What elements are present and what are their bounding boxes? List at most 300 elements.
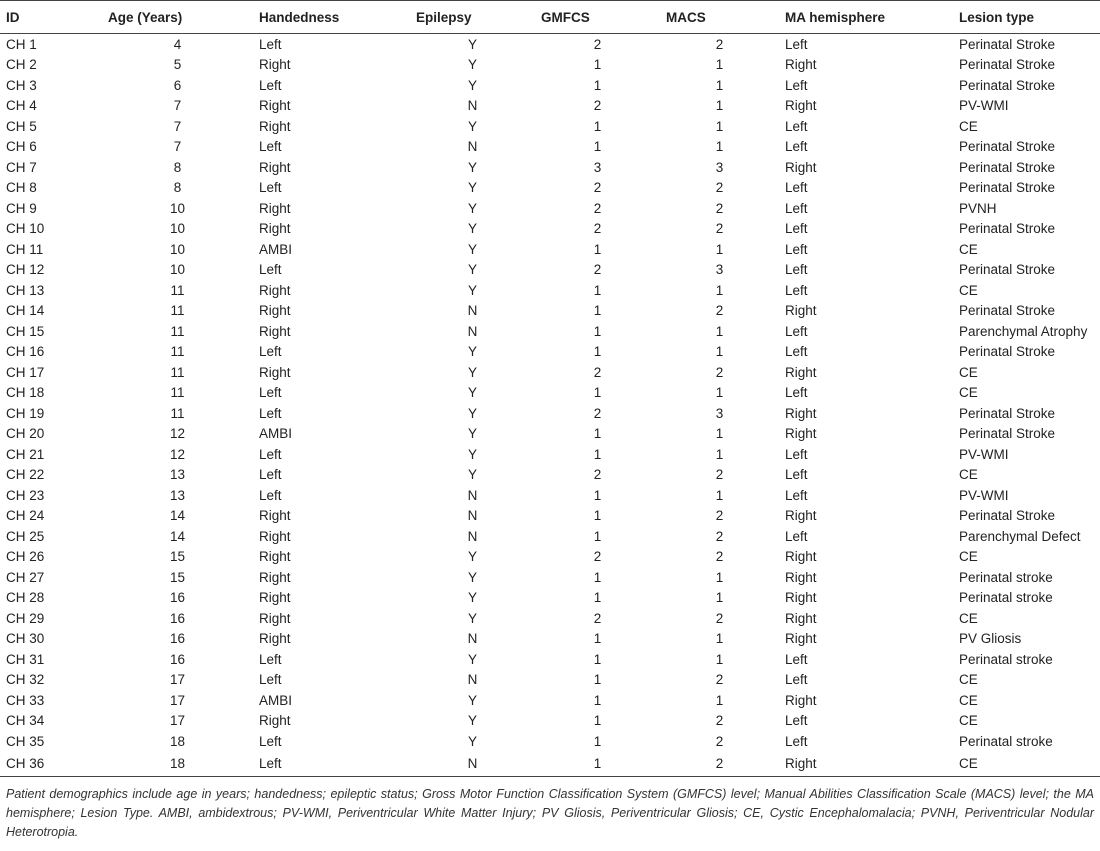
- cell-macs: 1: [715, 385, 724, 401]
- cell-ma-hemisphere: Right: [785, 631, 817, 647]
- cell-gmfcs: 2: [593, 221, 602, 237]
- table-row: [0, 260, 1100, 281]
- cell-lesion-type: Perinatal stroke: [959, 733, 1053, 749]
- table-row: [0, 547, 1100, 568]
- cell-ma-hemisphere: Left: [785, 118, 808, 134]
- table-body: [0, 34, 1100, 777]
- cell-macs: 1: [715, 590, 724, 606]
- cell-id: CH 33: [6, 692, 45, 708]
- table-row: [0, 752, 1100, 777]
- cell-gmfcs: 1: [593, 631, 602, 647]
- cell-id: CH 6: [6, 139, 37, 155]
- cell-lesion-type: Perinatal Stroke: [959, 57, 1056, 73]
- cell-age: 8: [173, 180, 182, 196]
- cell-handedness: Right: [259, 631, 291, 647]
- cell-ma-hemisphere: Right: [785, 426, 817, 442]
- cell-lesion-type: Perinatal Stroke: [959, 405, 1056, 421]
- table-row: [0, 342, 1100, 363]
- cell-lesion-type: CE: [959, 385, 978, 401]
- header-age: Age (Years): [102, 1, 253, 34]
- cell-ma-hemisphere: Left: [785, 241, 808, 257]
- cell-id: CH 5: [6, 118, 37, 134]
- cell-ma-hemisphere: Left: [785, 528, 808, 544]
- cell-gmfcs: 1: [593, 672, 602, 688]
- cell-id: CH 26: [6, 549, 45, 565]
- cell-age: 11: [170, 303, 185, 319]
- cell-gmfcs: 1: [593, 57, 602, 73]
- cell-id: CH 15: [6, 323, 45, 339]
- cell-macs: 3: [715, 262, 724, 278]
- table-row: [0, 444, 1100, 465]
- cell-lesion-type: Perinatal Stroke: [959, 262, 1056, 278]
- cell-macs: 2: [715, 221, 724, 237]
- cell-id: CH 17: [6, 364, 45, 380]
- cell-macs: 2: [715, 200, 724, 216]
- header-lesion-type: Lesion type: [953, 1, 1100, 34]
- cell-epilepsy: N: [467, 323, 478, 339]
- cell-ma-hemisphere: Left: [785, 467, 808, 483]
- table-row: [0, 485, 1100, 506]
- cell-id: CH 21: [6, 446, 45, 462]
- cell-gmfcs: 1: [593, 426, 602, 442]
- cell-epilepsy: Y: [467, 77, 477, 93]
- cell-epilepsy: Y: [467, 692, 477, 708]
- cell-epilepsy: N: [410, 752, 535, 777]
- cell-age: 16: [169, 610, 186, 626]
- cell-epilepsy: Y: [467, 590, 477, 606]
- cell-gmfcs: 2: [593, 405, 602, 421]
- cell-lesion-type: CE: [959, 549, 978, 565]
- cell-lesion-type: Perinatal Stroke: [959, 159, 1056, 175]
- cell-id: CH 36: [0, 752, 102, 777]
- cell-macs: 2: [715, 528, 724, 544]
- table-row: [0, 75, 1100, 96]
- cell-ma-hemisphere: Left: [785, 446, 808, 462]
- cell-macs: 1: [715, 569, 724, 585]
- cell-handedness: AMBI: [259, 692, 293, 708]
- cell-ma-hemisphere: Right: [785, 508, 817, 524]
- cell-epilepsy: Y: [467, 282, 477, 298]
- cell-handedness: Left: [259, 733, 282, 749]
- cell-lesion-type: Perinatal Stroke: [959, 77, 1056, 93]
- cell-ma-hemisphere: Left: [785, 733, 808, 749]
- cell-macs: 2: [715, 610, 724, 626]
- cell-handedness: AMBI: [259, 426, 293, 442]
- cell-lesion-type: PV-WMI: [959, 487, 1009, 503]
- cell-age: 18: [102, 752, 253, 777]
- cell-handedness: Right: [259, 282, 291, 298]
- header-macs: MACS: [660, 1, 779, 34]
- cell-lesion-type: CE: [959, 364, 978, 380]
- cell-ma-hemisphere: Right: [785, 569, 817, 585]
- cell-epilepsy: Y: [467, 118, 477, 134]
- cell-age: 12: [169, 446, 186, 462]
- cell-age: 11: [170, 405, 185, 421]
- cell-gmfcs: 1: [593, 590, 602, 606]
- cell-ma-hemisphere: Left: [785, 36, 808, 52]
- header-handedness: Handedness: [253, 1, 410, 34]
- cell-macs: 2: [715, 36, 724, 52]
- cell-gmfcs: 1: [593, 651, 602, 667]
- cell-epilepsy: Y: [467, 713, 477, 729]
- cell-epilepsy: Y: [467, 241, 477, 257]
- table-row: [0, 649, 1100, 670]
- cell-gmfcs: 1: [593, 713, 602, 729]
- cell-ma-hemisphere: Left: [785, 344, 808, 360]
- table-row: [0, 301, 1100, 322]
- cell-age: 14: [169, 508, 186, 524]
- cell-ma-hemisphere: Right: [785, 590, 817, 606]
- cell-lesion-type: CE: [959, 118, 978, 134]
- cell-lesion-type: CE: [959, 467, 978, 483]
- cell-age: 11: [170, 344, 185, 360]
- cell-handedness: Right: [259, 610, 291, 626]
- table-row: [0, 670, 1100, 691]
- cell-age: 7: [173, 139, 182, 155]
- cell-lesion-type: PV Gliosis: [959, 631, 1022, 647]
- cell-epilepsy: Y: [467, 549, 477, 565]
- cell-epilepsy: N: [467, 528, 478, 544]
- cell-gmfcs: 1: [593, 303, 602, 319]
- cell-epilepsy: N: [467, 508, 478, 524]
- cell-lesion-type: Parenchymal Atrophy: [959, 323, 1088, 339]
- cell-ma-hemisphere: Left: [785, 487, 808, 503]
- cell-gmfcs: 2: [593, 262, 602, 278]
- cell-ma-hemisphere: Right: [785, 692, 817, 708]
- cell-id: CH 18: [6, 385, 45, 401]
- cell-age: 11: [170, 323, 185, 339]
- cell-handedness: Left: [259, 385, 282, 401]
- cell-age: 12: [169, 426, 186, 442]
- cell-macs: 1: [715, 631, 724, 647]
- cell-lesion-type: Perinatal Stroke: [959, 508, 1056, 524]
- cell-gmfcs: 1: [593, 569, 602, 585]
- cell-age: 7: [173, 118, 182, 134]
- cell-id: CH 12: [6, 262, 45, 278]
- table-row: [0, 280, 1100, 301]
- cell-id: CH 16: [6, 344, 45, 360]
- cell-id: CH 28: [6, 590, 45, 606]
- cell-gmfcs: 2: [593, 364, 602, 380]
- cell-macs: 1: [715, 118, 724, 134]
- cell-lesion-type: Perinatal stroke: [959, 590, 1053, 606]
- table-row: [0, 198, 1100, 219]
- cell-ma-hemisphere: Right: [785, 159, 817, 175]
- cell-epilepsy: Y: [467, 385, 477, 401]
- cell-handedness: Right: [259, 200, 291, 216]
- cell-handedness: Right: [259, 569, 291, 585]
- cell-age: 10: [169, 221, 186, 237]
- table-row: [0, 567, 1100, 588]
- cell-id: CH 20: [6, 426, 45, 442]
- cell-age: 7: [173, 98, 182, 114]
- table-row: [0, 403, 1100, 424]
- cell-macs: 1: [715, 282, 724, 298]
- cell-age: 5: [173, 57, 182, 73]
- cell-epilepsy: Y: [467, 180, 477, 196]
- cell-epilepsy: Y: [467, 344, 477, 360]
- cell-id: CH 30: [6, 631, 45, 647]
- cell-gmfcs: 1: [593, 508, 602, 524]
- cell-handedness: Left: [259, 487, 282, 503]
- cell-gmfcs: 2: [593, 549, 602, 565]
- cell-id: CH 2: [6, 57, 37, 73]
- cell-handedness: Right: [259, 303, 291, 319]
- cell-gmfcs: 1: [593, 344, 602, 360]
- cell-ma-hemisphere: Left: [785, 262, 808, 278]
- cell-lesion-type: CE: [959, 282, 978, 298]
- cell-age: 10: [169, 200, 186, 216]
- cell-lesion-type: Perinatal Stroke: [959, 180, 1056, 196]
- cell-id: CH 10: [6, 221, 45, 237]
- cell-macs: 3: [715, 405, 724, 421]
- cell-lesion-type: Perinatal Stroke: [959, 344, 1056, 360]
- cell-id: CH 7: [6, 159, 37, 175]
- cell-ma-hemisphere: Left: [785, 385, 808, 401]
- cell-id: CH 4: [6, 98, 37, 114]
- cell-gmfcs: 1: [593, 118, 602, 134]
- cell-gmfcs: 1: [593, 487, 602, 503]
- cell-handedness: Right: [259, 98, 291, 114]
- header-gmfcs: GMFCS: [535, 1, 660, 34]
- cell-gmfcs: 2: [593, 200, 602, 216]
- cell-handedness: Left: [253, 752, 410, 777]
- cell-age: 11: [170, 364, 185, 380]
- cell-epilepsy: Y: [467, 36, 477, 52]
- cell-macs: 2: [715, 713, 724, 729]
- cell-id: CH 3: [6, 77, 37, 93]
- cell-macs: 2: [715, 364, 724, 380]
- cell-age: 17: [169, 672, 186, 688]
- cell-macs: 1: [715, 139, 724, 155]
- cell-lesion-type: Perinatal stroke: [959, 651, 1053, 667]
- cell-epilepsy: Y: [467, 569, 477, 585]
- cell-macs: 1: [715, 57, 724, 73]
- table-row: [0, 34, 1100, 55]
- cell-macs: 1: [715, 651, 724, 667]
- cell-gmfcs: 1: [593, 446, 602, 462]
- cell-macs: 1: [715, 446, 724, 462]
- cell-id: CH 8: [6, 180, 37, 196]
- table-row: [0, 239, 1100, 260]
- cell-gmfcs: 1: [535, 752, 660, 777]
- cell-macs: 1: [715, 692, 724, 708]
- cell-epilepsy: Y: [467, 426, 477, 442]
- cell-macs: 1: [715, 77, 724, 93]
- cell-epilepsy: N: [467, 139, 478, 155]
- cell-ma-hemisphere: Left: [785, 282, 808, 298]
- cell-id: CH 34: [6, 713, 45, 729]
- table-header-row: [0, 1, 1100, 34]
- cell-epilepsy: N: [467, 487, 478, 503]
- cell-id: CH 24: [6, 508, 45, 524]
- cell-gmfcs: 1: [593, 733, 602, 749]
- cell-gmfcs: 2: [593, 467, 602, 483]
- cell-age: 13: [169, 467, 186, 483]
- cell-id: CH 14: [6, 303, 45, 319]
- cell-age: 8: [173, 159, 182, 175]
- cell-ma-hemisphere: Left: [785, 180, 808, 196]
- cell-lesion-type: Parenchymal Defect: [959, 528, 1081, 544]
- cell-macs: 1: [715, 241, 724, 257]
- table-footnote: Patient demographics include age in years; handedness; epileptic status; Gross Motor Function Classification System (GMFCS) level; Manual Abilities Classification Scale (MACS) level; the MA hemisphere; Lesion Type. AMBI, ambidextrous; PV-WMI, Periventricular White Matter Injury; PV Gliosis, Periventricular Gliosis; CE, Cystic Encephalomalacia; PVNH, Periventricular Nodular Heterotropia.: [6, 786, 1094, 839]
- cell-ma-hemisphere: Left: [785, 713, 808, 729]
- cell-id: CH 9: [6, 200, 37, 216]
- cell-epilepsy: N: [467, 631, 478, 647]
- cell-lesion-type: Perinatal Stroke: [959, 303, 1056, 319]
- cell-epilepsy: Y: [467, 733, 477, 749]
- cell-epilepsy: Y: [467, 262, 477, 278]
- cell-handedness: AMBI: [259, 241, 293, 257]
- cell-macs: 1: [715, 344, 724, 360]
- cell-ma-hemisphere: Left: [785, 139, 808, 155]
- cell-age: 17: [169, 692, 186, 708]
- cell-macs: 2: [715, 672, 724, 688]
- cell-epilepsy: Y: [467, 159, 477, 175]
- cell-gmfcs: 1: [593, 77, 602, 93]
- cell-age: 4: [173, 36, 182, 52]
- cell-epilepsy: Y: [467, 364, 477, 380]
- cell-age: 18: [169, 733, 186, 749]
- cell-handedness: Right: [259, 549, 291, 565]
- table-row: [0, 526, 1100, 547]
- cell-age: 11: [170, 282, 185, 298]
- cell-id: CH 31: [6, 651, 45, 667]
- table-row: [0, 55, 1100, 76]
- cell-handedness: Right: [259, 323, 291, 339]
- table-row: [0, 731, 1100, 752]
- cell-handedness: Left: [259, 344, 282, 360]
- table-row: [0, 219, 1100, 240]
- header-id: ID: [0, 1, 102, 34]
- table-row: [0, 157, 1100, 178]
- cell-handedness: Left: [259, 180, 282, 196]
- cell-id: CH 13: [6, 282, 45, 298]
- cell-handedness: Left: [259, 262, 282, 278]
- cell-epilepsy: Y: [467, 651, 477, 667]
- cell-macs: 2: [715, 508, 724, 524]
- cell-lesion-type: Perinatal Stroke: [959, 426, 1056, 442]
- cell-lesion-type: CE: [959, 672, 978, 688]
- table-row: [0, 465, 1100, 486]
- cell-age: 16: [169, 631, 186, 647]
- cell-gmfcs: 1: [593, 139, 602, 155]
- cell-lesion-type: CE: [959, 692, 978, 708]
- cell-ma-hemisphere: Right: [785, 303, 817, 319]
- cell-id: CH 29: [6, 610, 45, 626]
- cell-lesion-type: CE: [953, 752, 1100, 777]
- cell-epilepsy: Y: [467, 446, 477, 462]
- cell-ma-hemisphere: Left: [785, 651, 808, 667]
- cell-age: 16: [169, 590, 186, 606]
- cell-handedness: Right: [259, 528, 291, 544]
- header-ma-hemisphere: MA hemisphere: [779, 1, 953, 34]
- cell-epilepsy: N: [467, 303, 478, 319]
- cell-lesion-type: PVNH: [959, 200, 997, 216]
- cell-lesion-type: CE: [959, 610, 978, 626]
- cell-id: CH 35: [6, 733, 45, 749]
- cell-gmfcs: 1: [593, 282, 602, 298]
- cell-gmfcs: 1: [593, 323, 602, 339]
- cell-epilepsy: Y: [467, 200, 477, 216]
- cell-macs: 2: [715, 733, 724, 749]
- cell-handedness: Right: [259, 713, 291, 729]
- cell-gmfcs: 3: [593, 159, 602, 175]
- table-row: [0, 362, 1100, 383]
- table-row: [0, 137, 1100, 158]
- cell-handedness: Left: [259, 139, 282, 155]
- cell-lesion-type: Perinatal Stroke: [959, 36, 1056, 52]
- cell-macs: 2: [715, 549, 724, 565]
- cell-gmfcs: 2: [593, 610, 602, 626]
- cell-macs: 2: [715, 180, 724, 196]
- cell-handedness: Right: [259, 118, 291, 134]
- cell-id: CH 27: [6, 569, 45, 585]
- cell-gmfcs: 1: [593, 692, 602, 708]
- cell-id: CH 32: [6, 672, 45, 688]
- table-row: [0, 629, 1100, 650]
- table-row: [0, 588, 1100, 609]
- cell-macs: 2: [715, 467, 724, 483]
- cell-handedness: Left: [259, 77, 282, 93]
- cell-age: 10: [169, 262, 186, 278]
- cell-macs: 2: [660, 752, 779, 777]
- cell-ma-hemisphere: Left: [785, 672, 808, 688]
- table-row: [0, 690, 1100, 711]
- table-row: [0, 96, 1100, 117]
- table-row: [0, 506, 1100, 527]
- cell-handedness: Left: [259, 672, 282, 688]
- cell-ma-hemisphere: Right: [785, 98, 817, 114]
- cell-gmfcs: 1: [593, 385, 602, 401]
- header-epilepsy: Epilepsy: [410, 1, 535, 34]
- cell-ma-hemisphere: Right: [785, 549, 817, 565]
- table-row: [0, 383, 1100, 404]
- cell-age: 15: [169, 569, 186, 585]
- cell-age: 14: [169, 528, 186, 544]
- cell-macs: 2: [715, 303, 724, 319]
- cell-ma-hemisphere: Left: [785, 221, 808, 237]
- cell-lesion-type: Perinatal Stroke: [959, 139, 1056, 155]
- cell-id: CH 19: [6, 405, 45, 421]
- cell-macs: 1: [715, 323, 724, 339]
- cell-handedness: Right: [259, 221, 291, 237]
- cell-id: CH 25: [6, 528, 45, 544]
- cell-macs: 1: [715, 426, 724, 442]
- cell-lesion-type: CE: [959, 713, 978, 729]
- cell-handedness: Left: [259, 446, 282, 462]
- cell-epilepsy: Y: [467, 405, 477, 421]
- cell-gmfcs: 1: [593, 241, 602, 257]
- cell-handedness: Left: [259, 467, 282, 483]
- cell-epilepsy: Y: [467, 221, 477, 237]
- cell-lesion-type: CE: [959, 241, 978, 257]
- cell-age: 17: [169, 713, 186, 729]
- cell-lesion-type: Perinatal Stroke: [959, 221, 1056, 237]
- cell-id: CH 23: [6, 487, 45, 503]
- cell-epilepsy: N: [467, 672, 478, 688]
- cell-gmfcs: 1: [593, 528, 602, 544]
- cell-ma-hemisphere: Right: [785, 610, 817, 626]
- cell-gmfcs: 2: [593, 180, 602, 196]
- cell-handedness: Left: [259, 405, 282, 421]
- table-row: [0, 321, 1100, 342]
- cell-lesion-type: PV-WMI: [959, 98, 1009, 114]
- cell-handedness: Right: [259, 57, 291, 73]
- cell-age: 10: [169, 241, 186, 257]
- cell-epilepsy: Y: [467, 610, 477, 626]
- table-row: [0, 178, 1100, 199]
